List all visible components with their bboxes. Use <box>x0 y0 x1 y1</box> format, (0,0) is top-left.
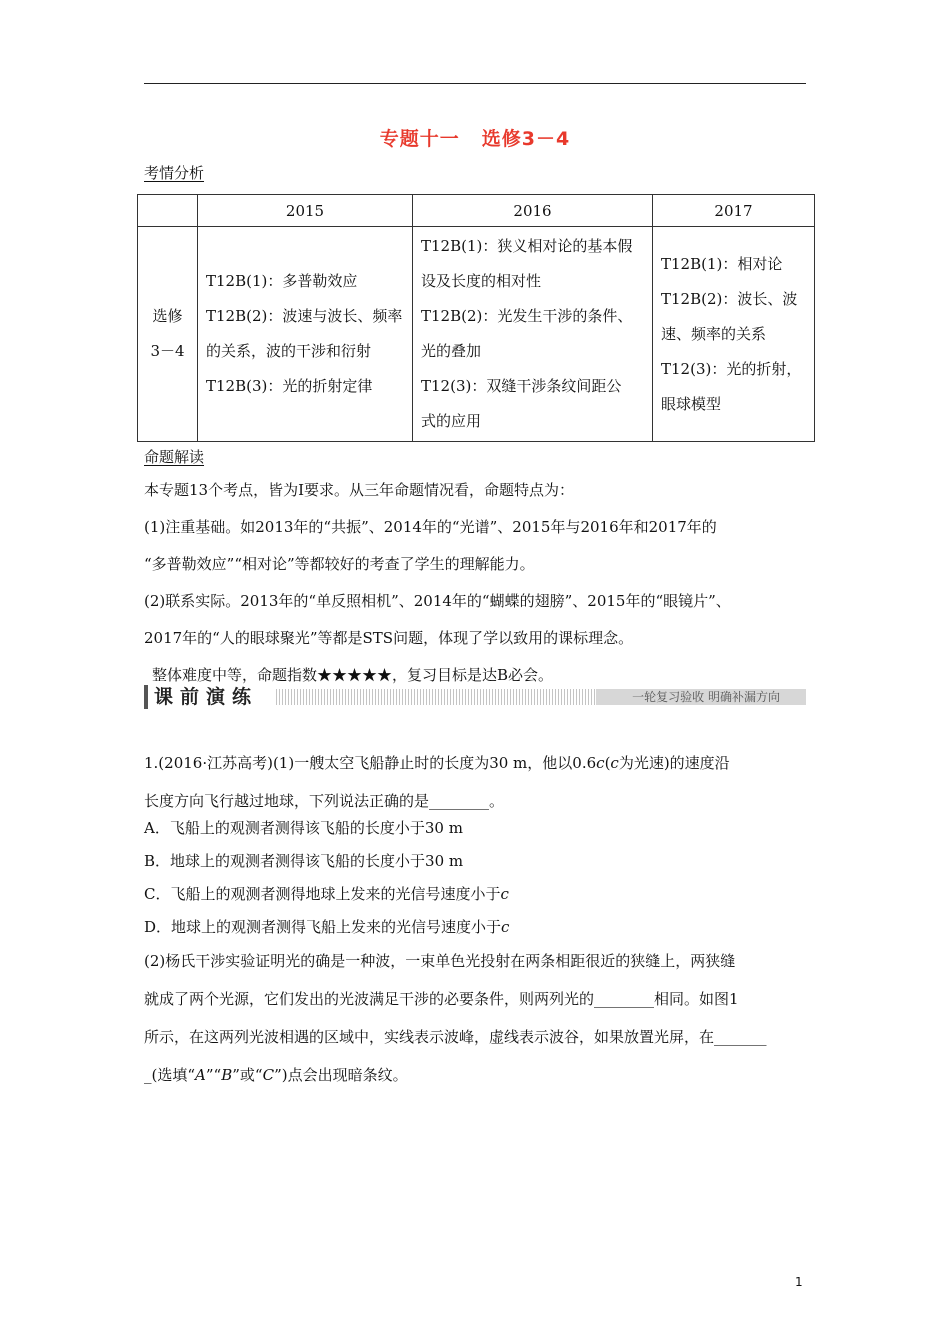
year-header: 2017 <box>653 195 815 227</box>
text-run: 1.(2016·江苏高考)(1)一艘太空飞船静止时的长度为30 m，他以0.6 <box>144 754 597 772</box>
banner-subtitle: 一轮复习验收 明确补漏方向 <box>596 689 806 705</box>
question-line <box>144 1056 812 1094</box>
text-run: ”)点会出现暗条纹。 <box>274 1066 408 1084</box>
title-topic: 专题十一 <box>379 128 460 150</box>
cell-line: T12B(2)：波长、波 <box>661 289 798 308</box>
cell-line: 光的叠加 <box>421 342 482 360</box>
cell-line: T12B(3)：光的折射定律 <box>206 377 373 395</box>
question-line: 所示，在这两列光波相遇的区域中，实线表示波峰，虚线表示波谷，如果放置光屏，在_______ <box>144 1028 767 1046</box>
option-b: B．地球上的观测者测得该飞船的长度小于30 m <box>144 852 464 870</box>
option-d <box>144 911 812 944</box>
paragraph: (1)注重基础。如2013年的“共振”、2014年的“光谱”、2015年与2016年和2017年的 <box>144 518 717 536</box>
variable: c <box>596 754 605 772</box>
text-run: C．飞船上的观测者测得地球上发来的光信号速度小于 <box>144 885 501 903</box>
cell-line: 眼球模型 <box>661 394 722 413</box>
text-run: 为光速)的速度沿 <box>618 754 730 772</box>
banner-bar <box>144 685 148 709</box>
page-number: 1 <box>795 1275 803 1289</box>
section-banner <box>144 685 806 709</box>
question-line: (2)杨氏干涉实验证明光的确是一种波，一束单色光投射在两条相距很近的狭缝上，两狭缝 <box>144 952 736 970</box>
year-header: 2015 <box>198 195 413 227</box>
page-title <box>0 124 950 151</box>
cell-2015 <box>198 227 413 442</box>
section-interpret-label: 命题解读 <box>144 448 205 466</box>
table-row <box>138 227 815 442</box>
question-stem-line: 长度方向飞行越过地球，下列说法正确的是________。 <box>144 792 505 810</box>
question-options <box>144 812 812 944</box>
question-1-part-2 <box>144 942 812 1094</box>
variable: C <box>262 1066 275 1084</box>
cell-line: 式的应用 <box>421 412 482 430</box>
paragraph: “多普勒效应”“相对论”等都较好的考查了学生的理解能力。 <box>144 555 535 573</box>
cell-line: T12B(2)：波速与波长、频率 <box>206 307 403 325</box>
paragraph: 整体难度中等，命题指数★★★★★，复习目标是达B必会。 <box>152 666 554 684</box>
variable: c <box>610 754 619 772</box>
option-c <box>144 878 812 911</box>
paragraph: 本专题13个考点，皆为Ⅰ要求。从三年命题情况看，命题特点为： <box>144 481 575 499</box>
title-module: 选修3－4 <box>481 128 571 150</box>
row-header-line: 选修 <box>152 307 183 325</box>
table-corner-cell <box>138 195 198 227</box>
row-header <box>138 227 198 442</box>
cell-2016 <box>413 227 653 442</box>
text-run: ”或“ <box>232 1066 263 1084</box>
cell-line: T12B(1)：多普勒效应 <box>206 272 358 290</box>
interpretation-text <box>144 472 814 694</box>
table-header-row <box>138 195 815 227</box>
text-run: ”“ <box>205 1066 222 1084</box>
question-1-part-1 <box>144 744 812 820</box>
question-line: 就成了两个光源，它们发出的光波满足干涉的必要条件，则两列光的________相同。如图1 <box>144 990 739 1008</box>
text-run: D．地球上的观测者测得飞船上发来的光信号速度小于 <box>144 918 502 936</box>
paragraph: (2)联系实际。2013年的“单反照相机”、2014年的“蝴蝶的翅膀”、2015年的“眼镜片”、 <box>144 592 731 610</box>
variable: B <box>221 1066 233 1084</box>
year-header: 2016 <box>413 195 653 227</box>
cell-line: T12B(1)：狭义相对论的基本假 <box>421 237 633 255</box>
paragraph: 2017年的“人的眼球聚光”等都是STS问题，体现了学以致用的课标理念。 <box>144 629 634 647</box>
analysis-table <box>137 194 815 442</box>
header-rule <box>144 83 806 84</box>
option-a: A．飞船上的观测者测得该飞船的长度小于30 m <box>144 819 463 837</box>
cell-line: T12B(1)：相对论 <box>661 254 783 273</box>
section-analysis-label: 考情分析 <box>144 164 205 182</box>
text-run: _(选填“ <box>144 1066 196 1084</box>
cell-2017 <box>653 227 815 442</box>
cell-line: T12B(2)：光发生干涉的条件、 <box>421 307 633 325</box>
variable: A <box>195 1066 206 1084</box>
variable: c <box>501 918 510 936</box>
cell-line: T12(3)：光的折射， <box>661 359 802 378</box>
cell-line: 的关系，波的干涉和衍射 <box>206 342 372 360</box>
text-run: ( <box>604 754 611 772</box>
variable: c <box>500 885 509 903</box>
row-header-line: 3－4 <box>150 342 185 360</box>
cell-line: 设及长度的相对性 <box>421 272 542 290</box>
banner-label: 课前演练 <box>154 686 259 708</box>
cell-line: 速、频率的关系 <box>661 324 767 343</box>
cell-line: T12(3)：双缝干涉条纹间距公 <box>421 377 622 395</box>
question-stem-line <box>144 744 812 782</box>
